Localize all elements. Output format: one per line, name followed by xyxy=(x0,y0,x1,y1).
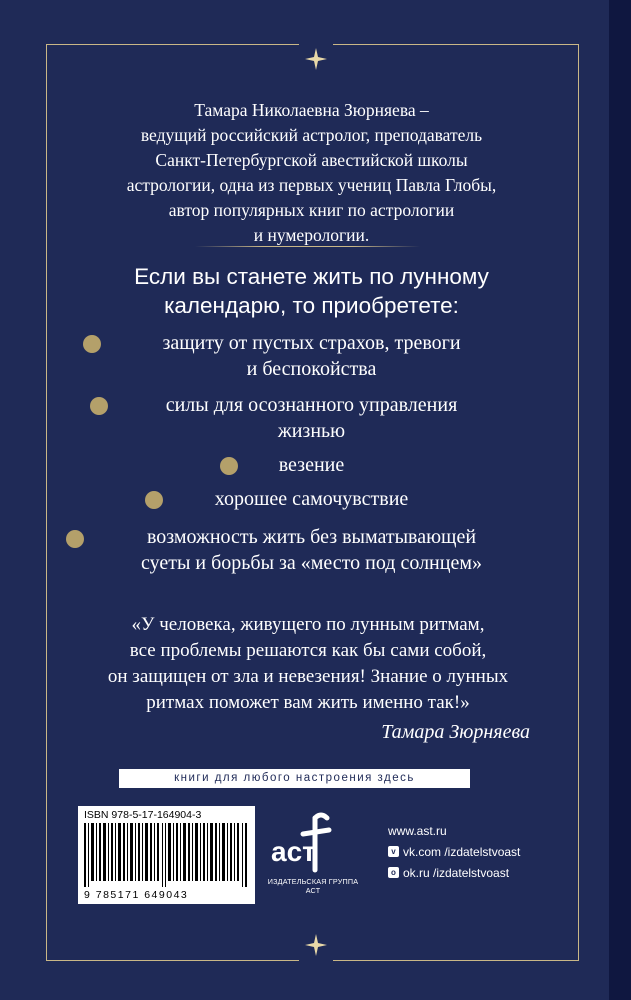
bio-line: ведущий российский астролог, преподаватель xyxy=(140,125,483,145)
tagline-banner: книги для любого настроения здесь xyxy=(119,769,470,788)
benefit-line: суеты и борьбы за «место под солнцем» xyxy=(140,552,482,574)
benefit-line: возможность жить без выматывающей xyxy=(146,526,477,548)
bio-line: и нумерологии. xyxy=(253,225,370,245)
quote-line: ритмах поможет вам жить именно так!» xyxy=(146,692,470,713)
book-spine-edge xyxy=(609,0,631,1000)
gold-divider xyxy=(195,246,420,247)
barcode-number: 9 785171 649043 xyxy=(84,889,189,901)
publisher-logo xyxy=(263,808,363,898)
intro-line: Если вы станете жить по лунному xyxy=(134,264,489,289)
vk-row[interactable] xyxy=(388,841,520,862)
quote-line: все проблемы решаются как бы сами собой, xyxy=(129,640,487,661)
quote-block xyxy=(74,612,542,716)
benefit-line: везение xyxy=(278,454,345,476)
vk-link[interactable]: vk.com /izdatelstvoast xyxy=(403,844,521,859)
benefit-item xyxy=(70,392,553,444)
website-link[interactable]: www.ast.ru xyxy=(388,823,447,838)
quote-line: «У человека, живущего по лунным ритмам, xyxy=(131,614,485,635)
ok-link[interactable]: ok.ru /izdatelstvoast xyxy=(403,865,510,880)
logo-text: аст xyxy=(271,836,316,867)
quote-line: он защищен от зла и невезения! Знание о лунных xyxy=(107,666,509,687)
intro-line: календарю, то приобретете: xyxy=(164,293,459,318)
author-bio xyxy=(70,98,553,248)
benefit-item xyxy=(70,486,553,512)
benefit-line: силы для осознанного управления xyxy=(165,394,458,416)
benefits-intro xyxy=(70,262,553,320)
publisher-caption: ИЗДАТЕЛЬСКАЯ ГРУППА АСТ xyxy=(267,877,359,895)
benefit-line: и беспокойства xyxy=(246,358,377,380)
ok-icon: o xyxy=(388,867,399,878)
bio-line: Санкт-Петербургской авестийской школы xyxy=(155,150,468,170)
benefit-line: хорошее самочувствие xyxy=(214,488,409,510)
publisher-contacts xyxy=(388,820,520,883)
vk-icon: v xyxy=(388,846,399,857)
quote-author: Тамара Зюрняева xyxy=(381,721,530,743)
bio-line: автор популярных книг по астрологии xyxy=(168,200,455,220)
bio-line: астрологии, одна из первых учениц Павла Глобы, xyxy=(126,175,497,195)
barcode-panel xyxy=(78,806,255,904)
top-star-icon xyxy=(299,42,333,76)
bottom-star-icon xyxy=(299,928,333,962)
benefit-line: жизнью xyxy=(277,420,346,442)
benefit-item xyxy=(70,452,553,478)
benefit-item xyxy=(70,330,553,382)
website-row[interactable] xyxy=(388,820,520,841)
barcode-icon xyxy=(84,823,249,887)
bio-line: Тамара Николаевна Зюрняева – xyxy=(194,100,429,120)
benefit-line: защиту от пустых страхов, тревоги xyxy=(162,332,461,354)
ok-row[interactable] xyxy=(388,862,520,883)
isbn-text: ISBN 978-5-17-164904-3 xyxy=(84,809,202,821)
benefit-item xyxy=(70,524,553,576)
